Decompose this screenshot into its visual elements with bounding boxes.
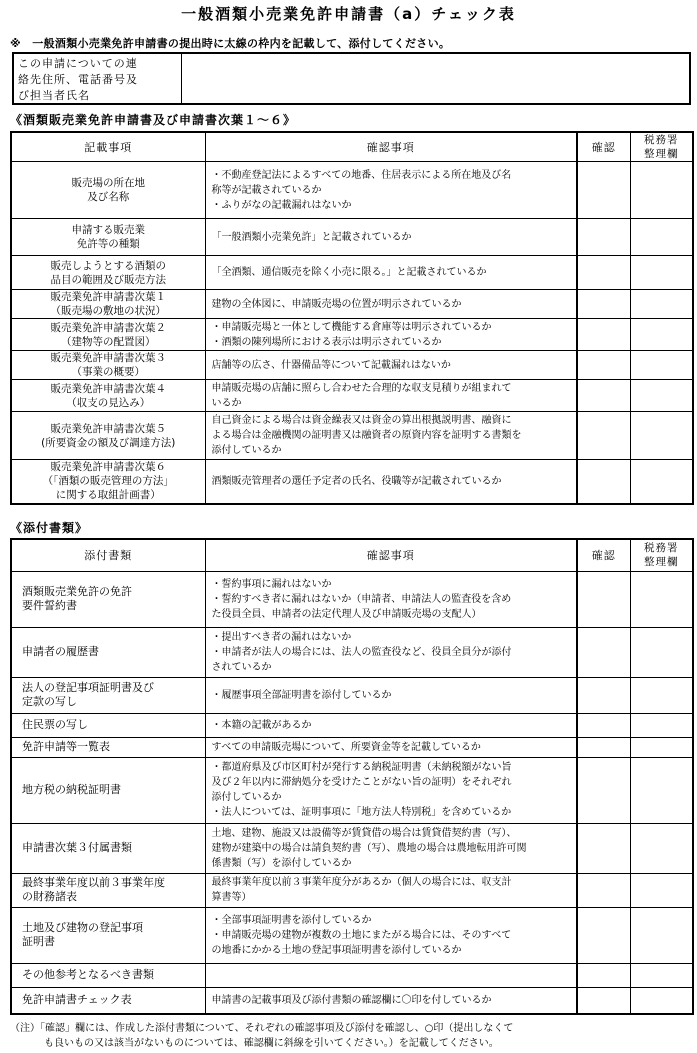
- table-row: [11, 737, 693, 757]
- check-line: 建物の全体図に、申請販売場の位置が明示されているか: [211, 298, 462, 310]
- check-cell: [205, 256, 577, 290]
- item-line: 販売しようとする酒類の: [50, 259, 166, 272]
- item-line: 申請者の履歴書: [22, 645, 99, 658]
- item-cell: [11, 737, 205, 757]
- table-row: [11, 256, 693, 290]
- check-line: 最終事業年度以前３事業年度分があるか（個人の場合には、収支計: [211, 877, 512, 888]
- check-line: ・提出すべき者の漏れはないか: [211, 631, 352, 643]
- confirm-checkbox-cell[interactable]: [577, 256, 630, 290]
- check-line: 及び２年以内に滞納処分を受けたことがない旨の証明）をそれぞれ: [211, 777, 512, 788]
- item-line: 住民票の写し: [22, 718, 88, 731]
- item-line: 販売業免許申請書次葉３: [50, 352, 166, 364]
- check-cell: [205, 219, 577, 256]
- confirm-checkbox-cell[interactable]: [577, 757, 630, 823]
- table-row: [11, 987, 693, 1014]
- table-row: [11, 460, 693, 504]
- section-title-application: 《酒類販売業免許申請書及び申請書次葉１～６》: [10, 113, 297, 127]
- check-line: ・履歴事項全部証明書を添付しているか: [211, 689, 392, 701]
- check-line: よる場合は金融機関の証明書又は融資者の原資内容を証明する書類を: [211, 430, 522, 441]
- check-line: 算書等）: [211, 892, 252, 903]
- check-cell: [205, 571, 577, 627]
- tax-office-cell: [630, 460, 693, 504]
- check-line: 「一般酒類小売業免許」と記載されているか: [211, 231, 412, 243]
- item-cell: [11, 963, 205, 987]
- footnote-line: も良いもの又は該当がないものについては、確認欄に斜線を引いてください。）を記載してください。: [44, 1038, 499, 1049]
- item-line: に関する取組計画書）: [55, 489, 161, 502]
- check-line: ・本籍の記載があるか: [211, 719, 312, 731]
- header-confirm: 確認: [577, 132, 630, 162]
- item-line: 品目の範囲及び販売方法: [50, 273, 166, 286]
- tax-office-cell: [630, 987, 693, 1014]
- header-item: 記載事項: [11, 132, 205, 162]
- check-line: 建物が建築中の場合は請負契約書（写）、農地の場合は農地転用許可関: [211, 842, 527, 854]
- table-row: [11, 963, 693, 987]
- check-line: いるか: [211, 397, 242, 409]
- tax-office-cell: [630, 823, 693, 873]
- item-line: 法人の登記事項証明書及び: [22, 681, 154, 694]
- check-line: 添付しているか: [211, 445, 282, 456]
- check-line: 添付しているか: [211, 792, 282, 803]
- confirm-checkbox-cell[interactable]: [577, 571, 630, 627]
- check-line: 自己資金による場合は資金繰表又は資金の算出根拠説明書、融資に: [211, 415, 512, 426]
- item-cell: [11, 290, 205, 319]
- tax-office-cell: [630, 380, 693, 412]
- header-row: [11, 539, 693, 571]
- tax-office-cell: [630, 256, 693, 290]
- item-line: （建物等の配置図）: [61, 335, 156, 348]
- confirm-checkbox-cell[interactable]: [577, 290, 630, 319]
- table-row: [11, 162, 693, 219]
- table-row: [11, 219, 693, 256]
- check-cell: [205, 162, 577, 219]
- item-line: 免許申請書チェック表: [22, 993, 132, 1007]
- confirm-checkbox-cell[interactable]: [577, 319, 630, 351]
- confirm-checkbox-cell[interactable]: [577, 677, 630, 713]
- item-cell: [11, 677, 205, 713]
- tax-office-cell: [630, 757, 693, 823]
- check-cell: [205, 412, 577, 460]
- contact-box: [12, 52, 691, 105]
- confirm-checkbox-cell[interactable]: [577, 412, 630, 460]
- table-row: [11, 907, 693, 963]
- item-cell: [11, 987, 205, 1014]
- item-line: その他参考となるべき書類: [22, 968, 154, 981]
- check-line: 店舗等の広さ、什器備品等について記載漏れはないか: [211, 359, 451, 371]
- table-row: [11, 571, 693, 627]
- check-cell: [205, 713, 577, 737]
- check-line: の地番にかかる土地の登記事項証明書を添付しているか: [211, 944, 462, 956]
- check-cell: [205, 823, 577, 873]
- item-line: 販売業免許申請書次葉５: [50, 422, 166, 435]
- confirm-checkbox-cell[interactable]: [577, 162, 630, 219]
- item-cell: [11, 757, 205, 823]
- item-cell: [11, 380, 205, 412]
- contact-label-line: 絡先住所、電話番号及: [18, 73, 138, 86]
- tax-office-cell: [630, 412, 693, 460]
- check-line: 称等が記載されているか: [211, 184, 322, 196]
- notice-text: ※ 一般酒類小売業免許申請書の提出時に太線の枠内を記載して、添付してください。: [10, 37, 451, 50]
- item-line: 及び名称: [87, 191, 130, 203]
- item-line: (所要資金の額及び調達方法): [41, 436, 176, 449]
- item-line: 地方税の納税証明書: [22, 783, 121, 796]
- header-tax-office-line: 税務署: [644, 542, 679, 555]
- item-cell: [11, 627, 205, 677]
- header-check: 確認事項: [205, 132, 577, 162]
- table-row: [11, 412, 693, 460]
- item-cell: [11, 713, 205, 737]
- tax-office-cell: [630, 351, 693, 380]
- confirm-checkbox-cell[interactable]: [577, 351, 630, 380]
- item-line: 販売業免許申請書次葉４: [50, 382, 166, 395]
- check-line: ・ふりがなの記載漏れはないか: [211, 199, 352, 211]
- item-line: 免許等の種類: [76, 238, 140, 250]
- table-row: [11, 757, 693, 823]
- tax-office-cell: [630, 290, 693, 319]
- table-row: [11, 677, 693, 713]
- contact-label-line: この申請についての連: [18, 57, 138, 70]
- attachment-check-table: [10, 538, 694, 1015]
- check-cell: [205, 907, 577, 963]
- item-cell: [11, 412, 205, 460]
- table-row: [11, 627, 693, 677]
- check-line: 係書類（写）を添付しているか: [211, 857, 352, 869]
- item-line: 販売場の所在地: [71, 177, 145, 189]
- item-line: 販売業免許申請書次葉２: [50, 321, 166, 334]
- check-cell: [205, 351, 577, 380]
- header-row: [11, 132, 693, 162]
- table-row: [11, 290, 693, 319]
- tax-office-cell: [630, 319, 693, 351]
- header-tax-office: [630, 132, 693, 162]
- check-line: た役員全員、申請者の法定代理人及び申請販売場の支配人）: [211, 608, 482, 620]
- tax-office-cell: [630, 162, 693, 219]
- tax-office-cell: [630, 963, 693, 987]
- item-line: 免許申請等一覧表: [22, 740, 110, 753]
- footnote: [10, 1021, 694, 1051]
- item-cell: [11, 907, 205, 963]
- check-line: ・不動産登記法によるすべての地番、住居表示による所在地及び名: [211, 169, 512, 181]
- item-line: （事業の概要）: [71, 366, 145, 378]
- tax-office-cell: [630, 677, 693, 713]
- item-line: 販売業免許申請書次葉６: [50, 461, 166, 474]
- tax-office-cell: [630, 737, 693, 757]
- header-tax-office: [630, 539, 693, 571]
- table-row: [11, 319, 693, 351]
- item-cell: [11, 162, 205, 219]
- confirm-checkbox-cell[interactable]: [577, 907, 630, 963]
- tax-office-cell: [630, 571, 693, 627]
- item-line: 要件誓約書: [22, 599, 77, 612]
- check-line: ・全部事項証明書を添付しているか: [211, 914, 372, 926]
- confirm-checkbox-cell[interactable]: [577, 460, 630, 504]
- tax-office-cell: [630, 907, 693, 963]
- table-row: [11, 713, 693, 737]
- check-line: 土地、建物、施設又は設備等が賃貸借の場合は賃貸借契約書（写）、: [211, 827, 517, 839]
- confirm-checkbox-cell[interactable]: [577, 380, 630, 412]
- item-cell: [11, 460, 205, 504]
- item-line: （販売場の敷地の状況）: [50, 305, 166, 317]
- section-title-attachments: 《添付書類》: [10, 521, 89, 535]
- check-cell: [205, 319, 577, 351]
- confirm-checkbox-cell[interactable]: [577, 963, 630, 987]
- header-confirm: 確認: [577, 539, 630, 571]
- header-item: 添付書類: [11, 539, 205, 571]
- application-check-table: [10, 131, 694, 505]
- table-row: [11, 380, 693, 412]
- header-tax-office-line: 整理欄: [644, 556, 679, 569]
- check-cell: [205, 380, 577, 412]
- check-line: ・酒類の陳列場所における表示は明示されているか: [211, 336, 442, 348]
- header-tax-office-line: 税務署: [644, 134, 679, 146]
- check-cell: [205, 963, 577, 987]
- item-line: （収支の見込み）: [66, 396, 151, 409]
- check-cell: [205, 290, 577, 319]
- item-line: 土地及び建物の登記事項: [22, 921, 143, 934]
- check-line: 酒類販売管理者の選任予定者の氏名、役職等が記載されているか: [211, 475, 502, 487]
- check-cell: [205, 757, 577, 823]
- item-cell: [11, 823, 205, 873]
- table-row: [11, 873, 693, 907]
- footnote-line: （注）「確認」欄には、作成した添付書類について、それぞれの確認事項及び添付を確認し、○印（提出しなくて: [10, 1023, 514, 1034]
- item-cell: [11, 319, 205, 351]
- confirm-checkbox-cell[interactable]: [577, 627, 630, 677]
- header-tax-office-line: 整理欄: [644, 148, 679, 160]
- item-cell: [11, 351, 205, 380]
- check-line: ・法人については、証明事項に「地方法人特別税」を含めているか: [211, 807, 512, 818]
- check-line: 申請書の記載事項及び添付書類の確認欄に〇印を付しているか: [211, 994, 492, 1006]
- page-title: 一般酒類小売業免許申請書（a）チェック表: [181, 5, 516, 23]
- table-row: [11, 823, 693, 873]
- check-cell: [205, 987, 577, 1014]
- confirm-checkbox-cell[interactable]: [577, 713, 630, 737]
- item-line: の財務諸表: [22, 890, 77, 903]
- tax-office-cell: [630, 713, 693, 737]
- tax-office-cell: [630, 219, 693, 256]
- item-line: 申請書次葉３付属書類: [22, 841, 132, 854]
- item-cell: [11, 873, 205, 907]
- header-check: 確認事項: [205, 539, 577, 571]
- check-line: すべての申請販売場について、所要資金等を記載しているか: [211, 741, 481, 753]
- tax-office-cell: [630, 873, 693, 907]
- item-cell: [11, 219, 205, 256]
- table-row: [11, 351, 693, 380]
- check-line: 「全酒類、通信販売を除く小売に限る。」と記載されているか: [211, 267, 487, 278]
- item-line: 申請する販売業: [71, 224, 145, 236]
- contact-label: [14, 54, 182, 103]
- item-line: （「酒類の販売管理の方法」: [42, 475, 174, 488]
- check-line: されているか: [211, 661, 272, 673]
- check-line: ・誓約すべき者に漏れはないか（申請者、申請法人の監査役を含め: [211, 593, 512, 605]
- confirm-checkbox-cell[interactable]: [577, 219, 630, 256]
- check-line: ・誓約事項に漏れはないか: [211, 578, 332, 590]
- confirm-checkbox-cell[interactable]: [577, 823, 630, 873]
- confirm-checkbox-cell[interactable]: [577, 737, 630, 757]
- confirm-checkbox-cell[interactable]: [577, 987, 630, 1014]
- check-line: 申請販売場の店舗に照らし合わせた合理的な収支見積りが組まれて: [211, 382, 512, 394]
- item-line: 証明書: [22, 935, 55, 948]
- item-cell: [11, 571, 205, 627]
- check-cell: [205, 677, 577, 713]
- check-cell: [205, 737, 577, 757]
- check-cell: [205, 627, 577, 677]
- check-line: ・申請販売場と一体として機能する倉庫等は明示されているか: [211, 321, 492, 333]
- check-line: ・都道府県及び市区町村が発行する納税証明書（未納税額がない旨: [211, 762, 512, 773]
- item-cell: [11, 256, 205, 290]
- item-line: 最終事業年度以前３事業年度: [22, 876, 165, 889]
- confirm-checkbox-cell[interactable]: [577, 873, 630, 907]
- item-line: 酒類販売業免許の免許: [22, 585, 132, 598]
- tax-office-cell: [630, 627, 693, 677]
- item-line: 販売業免許申請書次葉１: [50, 291, 166, 303]
- check-line: ・申請者が法人の場合には、法人の監査役など、役員全員分が添付: [211, 646, 512, 658]
- check-cell: [205, 460, 577, 504]
- contact-input-area[interactable]: [182, 54, 689, 103]
- item-line: 定款の写し: [22, 695, 77, 708]
- check-line: ・申請販売場の建物が複数の土地にまたがる場合には、そのすべて: [211, 929, 512, 941]
- check-cell: [205, 873, 577, 907]
- contact-label-line: び担当者氏名: [18, 89, 90, 102]
